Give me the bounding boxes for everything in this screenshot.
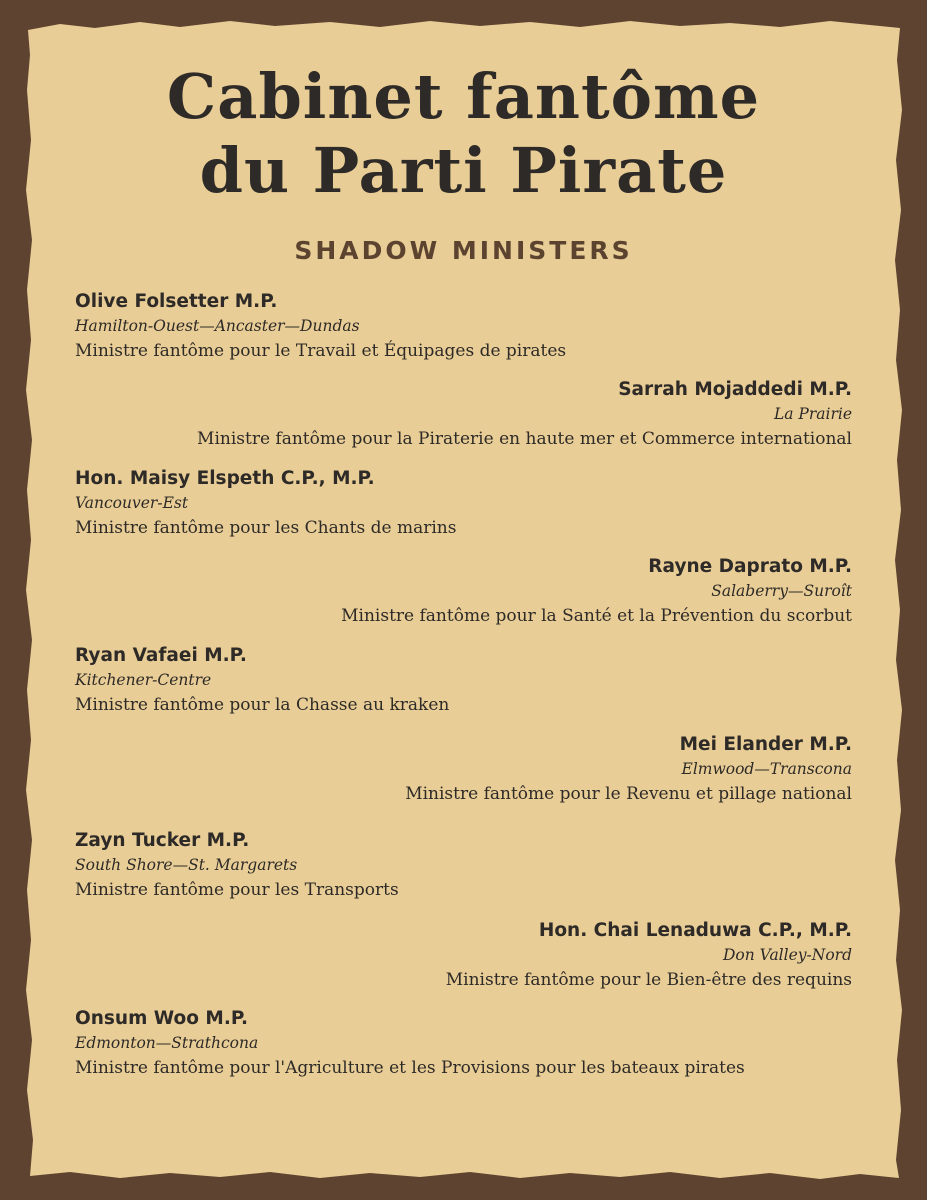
minister-entry [62, 554, 852, 629]
minister-role: Ministre fantôme pour l'Agriculture et les Provisions pour les bateaux pirates [75, 1058, 745, 1078]
minister-role: Ministre fantôme pour les Transports [75, 880, 399, 900]
minister-entry [75, 643, 865, 718]
minister-riding: Hamilton-Ouest—Ancaster—Dundas [75, 317, 360, 335]
minister-riding: South Shore—St. Margarets [75, 856, 298, 874]
minister-name: Olive Folsetter M.P. [75, 291, 278, 312]
minister-name: Sarrah Mojaddedi M.P. [618, 379, 852, 400]
minister-name: Hon. Chai Lenaduwa C.P., M.P. [538, 920, 852, 941]
minister-riding: La Prairie [773, 405, 852, 423]
minister-name: Mei Elander M.P. [679, 734, 852, 755]
minister-role: Ministre fantôme pour la Piraterie en haute mer et Commerce international [197, 429, 852, 449]
minister-name: Zayn Tucker M.P. [75, 830, 250, 851]
minister-entry [62, 732, 852, 807]
minister-role: Ministre fantôme pour le Travail et Équipages de pirates [75, 341, 567, 361]
section-heading: SHADOW MINISTERS [294, 236, 633, 265]
minister-role: Ministre fantôme pour la Chasse au kraken [75, 695, 450, 715]
minister-entry [62, 918, 852, 993]
minister-riding: Edmonton—Strathcona [75, 1034, 259, 1052]
minister-role: Ministre fantôme pour les Chants de marins [75, 518, 457, 538]
minister-role: Ministre fantôme pour le Bien-être des requins [445, 970, 852, 990]
minister-entry [75, 828, 865, 903]
minister-name: Ryan Vafaei M.P. [75, 645, 247, 666]
page-title-line-1: Cabinet fantôme [166, 60, 761, 133]
minister-entry [75, 289, 865, 364]
minister-riding: Kitchener-Centre [75, 671, 212, 689]
minister-name: Rayne Daprato M.P. [648, 556, 852, 577]
minister-riding: Don Valley-Nord [723, 946, 852, 964]
minister-riding: Salaberry—Suroît [711, 582, 852, 600]
minister-entry [75, 466, 865, 541]
minister-name: Hon. Maisy Elspeth C.P., M.P. [75, 468, 375, 489]
minister-riding: Vancouver-Est [75, 494, 189, 512]
page-title-line-2: du Parti Pirate [199, 134, 728, 207]
minister-role: Ministre fantôme pour le Revenu et pillage national [405, 784, 852, 804]
minister-name: Onsum Woo M.P. [75, 1008, 249, 1029]
minister-entry [75, 1006, 865, 1081]
minister-entry [62, 377, 852, 452]
minister-riding: Elmwood—Transcona [681, 760, 852, 778]
minister-role: Ministre fantôme pour la Santé et la Prévention du scorbut [341, 606, 852, 626]
